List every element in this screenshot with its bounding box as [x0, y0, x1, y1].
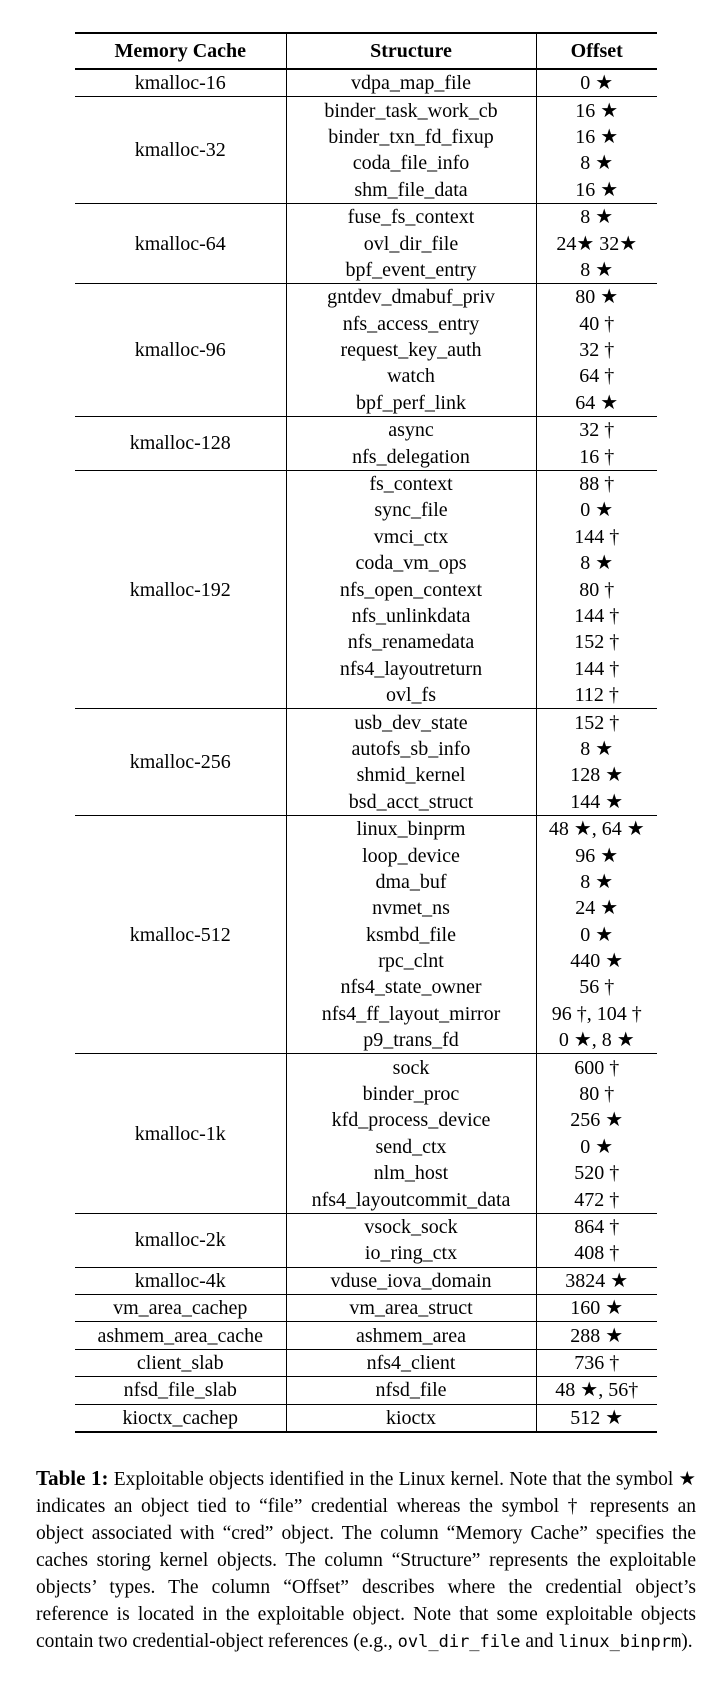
offset-cell: 16 ★ [575, 125, 619, 148]
caption-code-ovl-dir-file: ovl_dir_file [397, 1632, 521, 1652]
offset-cell: 288 ★ [536, 1322, 657, 1349]
memory-cache-cell: kmalloc-16 [75, 69, 286, 97]
table-row [75, 284, 657, 311]
offset-cell: 32 † [579, 339, 615, 362]
offset-cell: 8 ★ [580, 152, 614, 175]
offset-cell: 96 ★ [575, 844, 619, 867]
offset-cell: 144 † [574, 605, 620, 627]
offset-cell: 80 † [579, 1083, 615, 1106]
memory-cache-cell: kmalloc-96 [75, 284, 286, 417]
offset-cell: 48 ★, 64 ★ [536, 815, 657, 842]
offset-cell: 600 † [536, 1054, 657, 1081]
structure-cell: coda_file_info [286, 150, 536, 176]
structure-cell: bsd_acct_struct [286, 789, 536, 816]
structure-cell: bpf_event_entry [286, 257, 536, 284]
offset-cell: 48 ★, 56† [536, 1377, 657, 1404]
structure-cell: coda_vm_ops [286, 550, 536, 576]
offset-cell: 0 ★ [580, 499, 614, 522]
structure-cell: watch [286, 363, 536, 389]
offset-cell: 256 ★ [570, 1109, 624, 1132]
structure-cell: binder_task_work_cb [286, 97, 536, 124]
structure-cell: ashmem_area [286, 1322, 536, 1349]
structure-cell: bpf_perf_link [286, 390, 536, 417]
memory-cache-cell: nfsd_file_slab [75, 1377, 286, 1404]
table-row [75, 417, 657, 444]
offset-cell: 16 ★ [536, 97, 657, 124]
offset-cell: 736 † [536, 1349, 657, 1376]
offset-cell: 80 † [579, 578, 615, 601]
offset-cell: 40 † [579, 312, 615, 335]
structure-cell: nfs4_ff_layout_mirror [286, 1001, 536, 1027]
offset-cell: 512 ★ [536, 1404, 657, 1432]
offset-cell: 520 † [574, 1162, 620, 1185]
offset-cell: 16 † [579, 445, 615, 468]
memory-cache-cell: kmalloc-4k [75, 1267, 286, 1294]
structure-cell: dma_buf [286, 869, 536, 895]
offset-cell: 144 † [574, 525, 620, 548]
memory-cache-cell: kmalloc-2k [75, 1213, 286, 1267]
memory-cache-cell: kmalloc-32 [75, 97, 286, 204]
offset-cell: 8 ★ [580, 552, 614, 575]
memory-cache-cell: kmalloc-1k [75, 1054, 286, 1213]
structure-cell: loop_device [286, 842, 536, 868]
offset-cell: 0 ★ [580, 72, 614, 95]
table-caption [36, 1465, 696, 1656]
structure-cell: vm_area_struct [286, 1294, 536, 1321]
structure-cell: ovl_dir_file [286, 230, 536, 256]
structure-cell: nfs4_client [286, 1349, 536, 1376]
offset-cell: 408 † [574, 1242, 620, 1265]
structure-cell: vsock_sock [286, 1213, 536, 1240]
structure-cell: kioctx [286, 1404, 536, 1432]
memory-cache-cell: kmalloc-192 [75, 470, 286, 709]
structure-cell: vmci_ctx [286, 524, 536, 550]
caption-text-end: ). [681, 1631, 693, 1652]
offset-cell: 24 ★ [575, 897, 619, 920]
structure-cell: kfd_process_device [286, 1107, 536, 1133]
offset-cell: 8 ★ [580, 870, 614, 893]
offset-cell: 96 †, 104 † [551, 1002, 642, 1025]
caption-text-and: and [520, 1631, 559, 1652]
structure-cell: request_key_auth [286, 337, 536, 363]
structure-cell: async [286, 417, 536, 444]
table-row [75, 1294, 657, 1321]
structure-cell: binder_txn_fd_fixup [286, 124, 536, 150]
structure-cell: autofs_sb_info [286, 736, 536, 762]
offset-cell: 152 † [574, 631, 620, 654]
structure-cell: linux_binprm [286, 815, 536, 842]
memory-cache-cell: ashmem_area_cache [75, 1322, 286, 1349]
table-row [75, 1054, 657, 1081]
offset-cell: 88 † [536, 470, 657, 497]
structure-cell: sock [286, 1054, 536, 1081]
offset-cell: 8 ★ [536, 203, 657, 230]
offset-cell: 64 ★ [575, 391, 619, 414]
offset-cell: 8 ★ [580, 737, 614, 760]
memory-cache-cell: client_slab [75, 1349, 286, 1376]
structure-cell: nfs4_layoutreturn [286, 656, 536, 682]
structure-cell: shm_file_data [286, 177, 536, 204]
header-memory-cache: Memory Cache [75, 33, 286, 69]
table-row [75, 1377, 657, 1404]
offset-cell: 16 ★ [575, 178, 619, 201]
caption-text: Exploitable objects identified in the Linux kernel. Note that the symbol ★ indicates an object tied to “file” credential whereas the symbol † represents an object associated with “cred” object. The column “Memory Cache” specifies the caches storing kernel objects. The column “Structure” represents the exploitable objects’ types. The column “Offset” describes where the credential object’s reference is located in the exploitable object. Note that some exploitable objects contain two credential-object references (e.g., [36, 1469, 696, 1652]
offset-cell: 3824 ★ [536, 1267, 657, 1294]
table-row [75, 1267, 657, 1294]
table-row [75, 1404, 657, 1432]
header-offset: Offset [570, 40, 623, 62]
table-row [75, 815, 657, 842]
structure-cell: nfs_open_context [286, 576, 536, 602]
offset-cell: 144 ★ [570, 790, 624, 813]
structure-cell: shmid_kernel [286, 762, 536, 788]
caption-code-linux-binprm: linux_binprm [558, 1632, 682, 1652]
offset-cell: 440 ★ [570, 950, 624, 973]
structure-cell: io_ring_ctx [286, 1240, 536, 1267]
memory-cache-cell: kmalloc-128 [75, 417, 286, 471]
offset-cell: 128 ★ [570, 764, 624, 787]
structure-cell: ksmbd_file [286, 922, 536, 948]
structure-cell: send_ctx [286, 1134, 536, 1160]
table-row [75, 1349, 657, 1376]
offset-cell: 24★ 32★ [556, 232, 638, 255]
offset-cell: 0 ★, 8 ★ [558, 1029, 635, 1052]
structure-cell: fuse_fs_context [286, 203, 536, 230]
table-row [75, 709, 657, 736]
table-row [75, 1213, 657, 1240]
table-row [75, 470, 657, 497]
structure-cell: vduse_iova_domain [286, 1267, 536, 1294]
table-row [75, 1322, 657, 1349]
structure-cell: nlm_host [286, 1160, 536, 1186]
structure-cell: nfsd_file [286, 1377, 536, 1404]
table-header [75, 33, 657, 69]
offset-cell: 112 † [574, 684, 619, 707]
structure-cell: ovl_fs [286, 682, 536, 709]
offset-cell: 80 ★ [536, 284, 657, 311]
structure-cell: rpc_clnt [286, 948, 536, 974]
offset-cell: 56 † [579, 976, 615, 999]
structure-cell: usb_dev_state [286, 709, 536, 736]
memory-cache-cell: vm_area_cachep [75, 1294, 286, 1321]
header-structure: Structure [286, 33, 536, 69]
memory-cache-cell: kmalloc-512 [75, 815, 286, 1054]
offset-cell: 64 † [579, 365, 615, 388]
structure-cell: vdpa_map_file [286, 69, 536, 97]
structure-cell: nvmet_ns [286, 895, 536, 921]
structure-cell: nfs_access_entry [286, 311, 536, 337]
header-row [75, 33, 657, 69]
offset-cell: 8 ★ [580, 258, 614, 281]
offset-cell: 152 † [536, 709, 657, 736]
offset-cell: 472 † [574, 1188, 620, 1211]
exploitable-objects-table-container [75, 32, 657, 1433]
offset-cell: 0 ★ [580, 1135, 614, 1158]
structure-cell: nfs_renamedata [286, 629, 536, 655]
structure-cell: nfs_delegation [286, 443, 536, 470]
structure-cell: binder_proc [286, 1081, 536, 1107]
exploitable-objects-table [75, 32, 657, 1433]
memory-cache-cell: kmalloc-256 [75, 709, 286, 816]
table-row [75, 97, 657, 124]
caption-label: Table 1: [36, 1466, 109, 1490]
offset-cell: 864 † [536, 1213, 657, 1240]
table-row [75, 203, 657, 230]
table-body [75, 69, 657, 1432]
offset-cell: 32 † [536, 417, 657, 444]
structure-cell: nfs_unlinkdata [286, 603, 536, 629]
structure-cell: fs_context [286, 470, 536, 497]
memory-cache-cell: kmalloc-64 [75, 203, 286, 283]
offset-cell: 160 ★ [536, 1294, 657, 1321]
structure-cell: sync_file [286, 497, 536, 523]
structure-cell: p9_trans_fd [286, 1027, 536, 1054]
offset-cell: 0 ★ [580, 923, 614, 946]
table-row [75, 69, 657, 97]
structure-cell: nfs4_layoutcommit_data [286, 1186, 536, 1213]
memory-cache-cell: kioctx_cachep [75, 1404, 286, 1432]
structure-cell: nfs4_state_owner [286, 974, 536, 1000]
structure-cell: gntdev_dmabuf_priv [286, 284, 536, 311]
offset-cell: 144 † [574, 657, 620, 680]
